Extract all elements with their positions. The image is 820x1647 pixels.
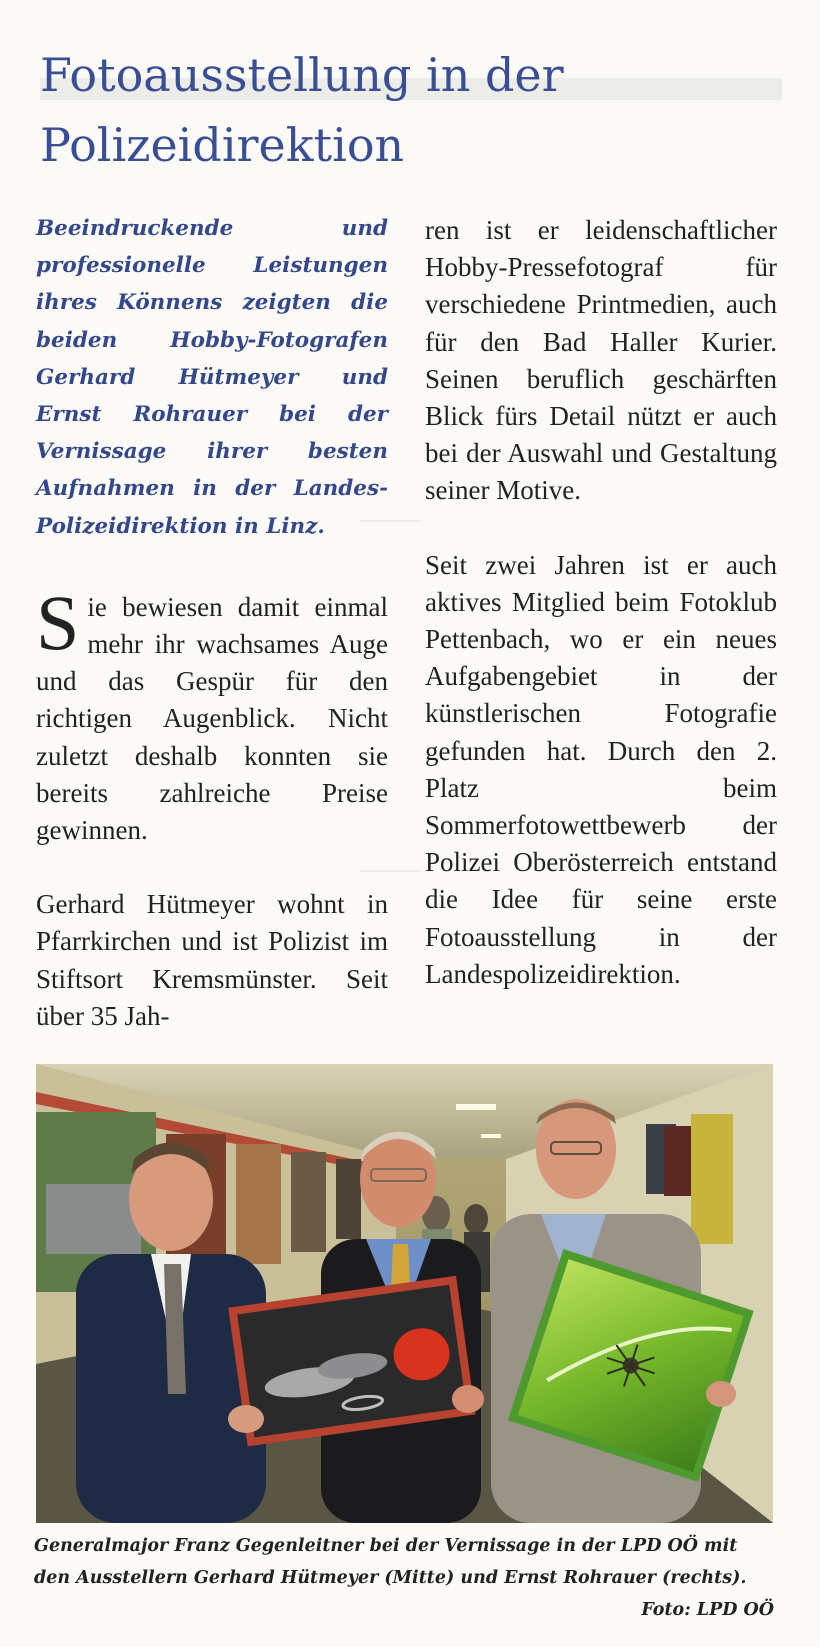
article-title: Fotoausstellung in der Polizeidirektion <box>40 48 564 172</box>
photo-caption <box>34 1530 774 1626</box>
photo-credit: Foto: LPD OÖ <box>641 1600 774 1620</box>
drop-cap: S <box>36 578 80 666</box>
photo-illustration <box>36 1064 773 1523</box>
caption-text: Generalmajor Franz Gegenleitner bei der Vernissage in der LPD OÖ mit den Ausstellern Gerhard Hütmeyer (Mitte) und Ernst Rohrauer (rechts). <box>34 1536 747 1588</box>
vernissage-photo <box>36 1064 773 1523</box>
lead-paragraph: Beeindruckende und professionelle Leistungen ihres Könnens zeigten die beiden Hobby-Fotografen Gerhard Hütmeyer und Ernst Rohrauer bei der Vernissage ihrer besten Aufnahmen in der Landes-Polizeidirektion in Linz. <box>36 216 388 539</box>
body-paragraph-2-end: ren ist er leidenschaftlicher Hobby-Pressefotograf für verschiedene Printmedien, auch für den Bad Haller Kurier. Seinen beruflich geschärften Blick fürs Detail nützt er auch bei der Auswahl und Gestaltung seiner Motive. <box>425 215 777 506</box>
body-paragraph-3: Seit zwei Jahren ist er auch aktives Mitglied beim Fotoklub Pettenbach, wo er ein neues Aufgabengebiet in der künstlerischen Fotografie gefunden hat. Durch den 2. Platz beim Sommerfotowettbewerb der Polizei Oberösterreich entstand die Idee für seine erste Fotoausstellung in der Landespolizeidirektion. <box>425 549 777 989</box>
left-column <box>36 210 388 1072</box>
body-paragraph-1-text: ie bewiesen damit einmal mehr ihr wachsames Auge und das Gespür für den richtigen Augenblick. Nicht zuletzt deshalb konnten sie bereits zahlreiche Preise gewinnen. <box>36 591 388 846</box>
body-paragraph-2-start: Gerhard Hütmeyer wohnt in Pfarrkirchen und ist Polizist im Stiftsort Kremsmünster. Seit über 35 Jah- <box>36 889 388 1031</box>
body-paragraph-1 <box>36 578 388 849</box>
right-column <box>425 212 777 1030</box>
